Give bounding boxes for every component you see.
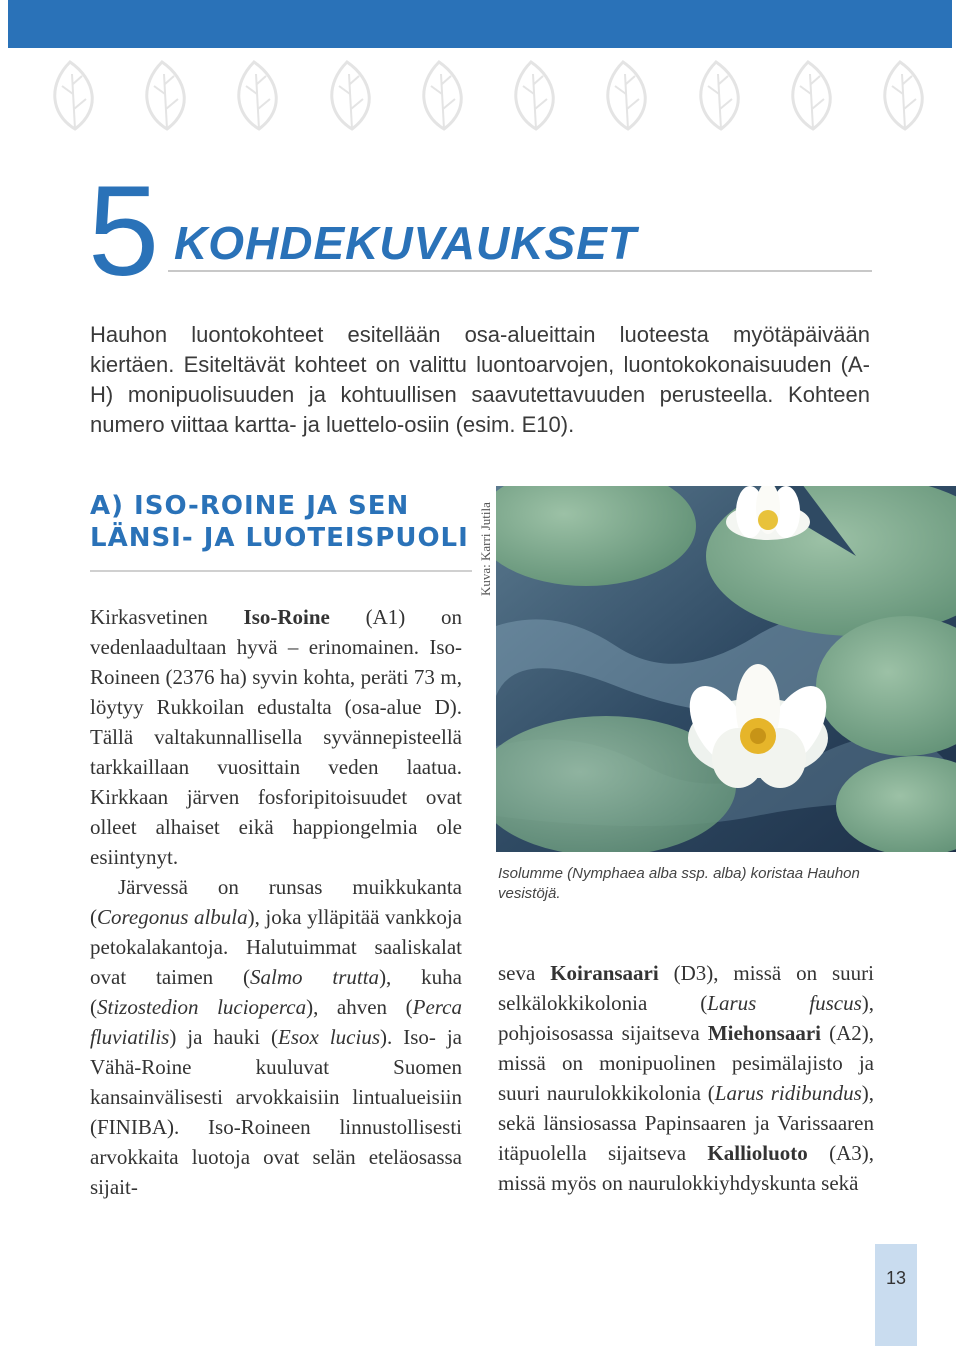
section-heading <box>90 490 470 554</box>
paragraph <box>498 958 874 1198</box>
section-heading-line2: LÄNSI- JA LUOTEISPUOLI <box>90 523 469 553</box>
title-divider <box>168 270 872 272</box>
paragraph <box>90 602 462 872</box>
photo-credit: Kuva: Karri Jutila <box>478 502 493 596</box>
place-name: Miehonsaari <box>707 1021 821 1045</box>
species-name: Perca fluviatilis <box>90 995 462 1049</box>
leaf-icon <box>593 54 663 134</box>
chapter-title: KOHDEKUVAUKSET <box>174 217 637 269</box>
text-run: Kirkasvetinen <box>90 605 244 629</box>
page-number: 13 <box>885 1268 907 1288</box>
text-run: ), sekä länsiosassa Papinsaaren ja Varissaaren itäpuolella sijaitseva <box>498 1081 874 1165</box>
species-name: Larus ridibundus <box>714 1081 862 1105</box>
text-run: (A1) on vedenlaadultaan hyvä – erinomainen. Iso-Roineen (2376 ha) syvin kohta, peräti 73 m, löytyy Rukkoilan edustalta (osa-alue D). Tällä valtakunnallisella syvännepisteellä tarkkaillaan vuosittain veden laatua. Kirkkaan järven fosforipitoisuudet ovat olleet alhaiset eikä happiongelmia ole esiintynyt. <box>90 605 462 869</box>
species-name: Larus fuscus <box>707 991 862 1015</box>
section-heading-line1: A) ISO-ROINE JA SEN <box>90 491 410 521</box>
place-name: Iso-Roine <box>243 605 330 629</box>
species-name: Coregonus albula <box>97 905 248 929</box>
text-run: ) ja hauki ( <box>169 1025 279 1049</box>
leaf-icon <box>501 54 571 134</box>
leaf-icon <box>132 54 202 134</box>
text-run: Järvessä on runsas muikkukanta ( <box>90 875 462 929</box>
species-name: Salmo trutta <box>250 965 380 989</box>
header-bar <box>8 0 952 48</box>
paragraph <box>90 872 462 1202</box>
leaf-icon <box>40 54 110 134</box>
text-run: ), pohjoisosassa sijaitseva <box>498 991 874 1045</box>
page-number-tab <box>875 1244 917 1346</box>
leaf-icon <box>224 54 294 134</box>
text-run: ), joka ylläpitää vankkoja petokalakantoja. Halutuimmat saaliskalat ovat taimen ( <box>90 905 462 989</box>
leaf-icon <box>870 54 940 134</box>
left-column-text <box>90 602 462 1202</box>
place-name: Kallioluoto <box>707 1141 808 1165</box>
text-run: ), kuha ( <box>90 965 462 1019</box>
text-run: ), ahven ( <box>306 995 413 1019</box>
leaf-icon <box>409 54 479 134</box>
intro-paragraph: Hauhon luontokohteet esitellään osa-alueittain luoteesta myötäpäivään kiertäen. Esiteltävät kohteet on valittu luontoarvojen, luontokokonaisuuden (A-H) monipuolisuuden ja kohtuullisen saavutettavuuden perusteella. Kohteen numero viittaa kartta- ja luettelo-osiin (esim. E10). <box>90 322 870 437</box>
text-run: (A3), missä myös on naurulokkiyhdyskunta sekä <box>498 1141 875 1195</box>
text-run: seva <box>498 961 551 985</box>
species-name: Stizostedion lucioperca <box>97 995 307 1019</box>
right-column-text <box>498 958 874 1198</box>
chapter-number: 5 <box>88 160 156 303</box>
text-run: (A2), missä on monipuolinen pesimälajisto ja suuri naurulokkikolonia ( <box>498 1021 874 1105</box>
leaf-icon <box>317 54 387 134</box>
leaf-icon <box>686 54 756 134</box>
text-run: (D3), missä on suuri selkälokkikolonia ( <box>498 961 874 1015</box>
photo-caption: Isolumme (Nymphaea alba ssp. alba) koristaa Hauhon vesistöjä. <box>498 865 860 902</box>
place-name: Koiransaari <box>550 961 659 985</box>
water-lily-photo <box>496 486 956 852</box>
text-run: ). Iso- ja Vähä-Roine kuuluvat Suomen kansainvälisesti arvokkaisiin lintualueisiin (FINIBA). Iso-Roineen linnustollisesti arvokkaita luotoja ovat selän eteläosassa sijait- <box>90 1025 462 1199</box>
section-divider <box>90 570 472 572</box>
species-name: Esox lucius <box>278 1025 380 1049</box>
leaf-decoration-row <box>40 54 940 134</box>
leaf-icon <box>778 54 848 134</box>
